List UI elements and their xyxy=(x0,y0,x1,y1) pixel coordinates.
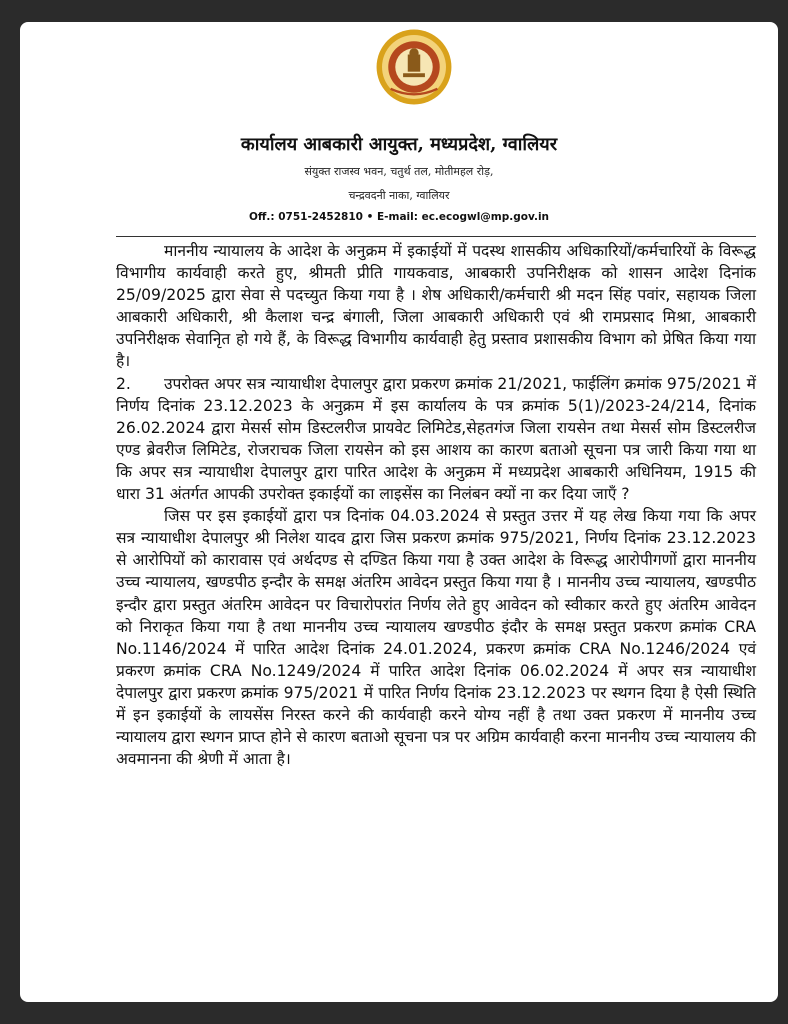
office-title: कार्यालय आबकारी आयुक्त, मध्यप्रदेश, ग्वालियर xyxy=(240,134,558,155)
mp-government-seal-icon xyxy=(375,28,453,106)
address-line-2: चन्द्रवदनी नाका, ग्वालियर xyxy=(348,189,450,202)
header-divider xyxy=(116,236,756,237)
document-page xyxy=(20,22,778,1002)
paragraph-2 xyxy=(116,373,756,506)
paragraph-3: जिस पर इस इकाईयों द्वारा पत्र दिनांक 04.03.2024 से प्रस्तुत उत्तर में यह लेख किया गया कि अपर सत्र न्यायाधीश देपालपुर श्री निलेश यादव द्वारा जिस प्रकरण क्रमांक 975/2021, निर्णय दिनांक 23.12.2023 से आरोपियों को कारावास एवं अर्थदण्ड से दण्डित किया गया है उक्त आदेश के विरूद्ध आरोपीगणों द्वारा माननीय उच्च न्यायालय, खण्डपीठ इन्दौर के समक्ष अंतरिम आवेदन प्रस्तुत किया गया है । माननीय उच्च न्यायालय, खण्डपीठ इन्दौर द्वारा प्रस्तुत अंतरिम आवेदन पर विचारोपरांत निर्णय लेते हुए आवेदन को स्वीकार करते हुए अंतरिम आवेदन को निराकृत किया गया है तथा माननीय उच्च न्यायालय खण्डपीठ इंदौर के समक्ष प्रस्तुत प्रकरण क्रमांक CRA No.1146/2024 में पारित आदेश दिनांक 24.01.2024, प्रकरण क्रमांक CRA No.1246/2024 एवं प्रकरण क्रमांक CRA No.1249/2024 में पारित आदेश दिनांक 06.02.2024 में अपर सत्र न्यायाधीश देपालपुर द्वारा प्रकरण क्रमांक 975/2021 में पारित निर्णय दिनांक 23.12.2023 पर स्थगन दिया है ऐसी स्थिति में इन इकाईयों के लायसेंस निरस्त करने की कार्यवाही करने योग्य नहीं है तथा उक्त प्रकरण में माननीय उच्च न्यायालय द्वारा स्थगन प्राप्त होने से कारण बताओ सूचना पत्र पर अग्रिम कार्यवाही करना माननीय उच्च न्यायालय की अवमानना की श्रेणी में आता है। xyxy=(116,507,756,769)
address-line-1: संयुक्त राजस्व भवन, चतुर्थ तल, मोतीमहल रोड़, xyxy=(304,165,494,178)
contact-line: Off.: 0751-2452810 • E-mail: ec.ecogwl@mp.gov.in xyxy=(248,211,550,223)
paragraph-2-text: उपरोक्त अपर सत्र न्यायाधीश देपालपुर द्वारा प्रकरण क्रमांक 21/2021, फाईलिंग क्रमांक 975/2021 में निर्णय दिनांक 23.12.2023 के अनुक्रम में इस कार्यालय के पत्र क्रमांक 5(1)/2023-24/214, दिनांक 26.02.2024 द्वारा मेसर्स सोम डिस्टलरीज प्रायवेट लिमिटेड,सेहतगंज जिला रायसेन तथा मेसर्स सोम डिस्टलरीज एण्ड ब्रेवरीज लिमिटेड, रोजराचक जिला रायसेन को इस आशय का कारण बताओ सूचना पत्र जारी किया गया था कि अपर सत्र न्यायाधीश देपालपुर द्वारा पारित आदेश के अनुक्रम में मध्यप्रदेश आबकारी अधिनियम, 1915 की धारा 31 अंतर्गत आपकी उपरोक्त इकाईयों का लाइसेंस का निलंबन क्यों ना कर दिया जाएँ ? xyxy=(116,374,756,504)
letter-body xyxy=(116,240,756,770)
paragraph-number: 2. xyxy=(116,374,131,393)
paragraph-1: माननीय न्यायालय के आदेश के अनुक्रम में इकाईयों में पदस्थ शासकीय अधिकारियों/कर्मचारियों के विरूद्ध विभागीय कार्यवाही करते हुए, श्रीमती प्रीति गायकवाड, आबकारी उपनिरीक्षक को शासन आदेश दिनांक 25/09/2025 द्वारा सेवा से पदच्युत किया गया है । शेष अधिकारी/कर्मचारी श्री मदन सिंह पवांर, सहायक जिला आबकारी अधिकारी, श्री कैलाश चन्द्र बंगाली, जिला आबकारी अधिकारी एवं श्री रामप्रसाद मिश्रा, आबकारी उपनिरीक्षक सेवानिृत हो गये हैं, के विरूद्ध विभागीय कार्यवाही हेतु प्रस्ताव प्रशासकीय विभाग को प्रेषित किया गया है। xyxy=(116,242,756,371)
